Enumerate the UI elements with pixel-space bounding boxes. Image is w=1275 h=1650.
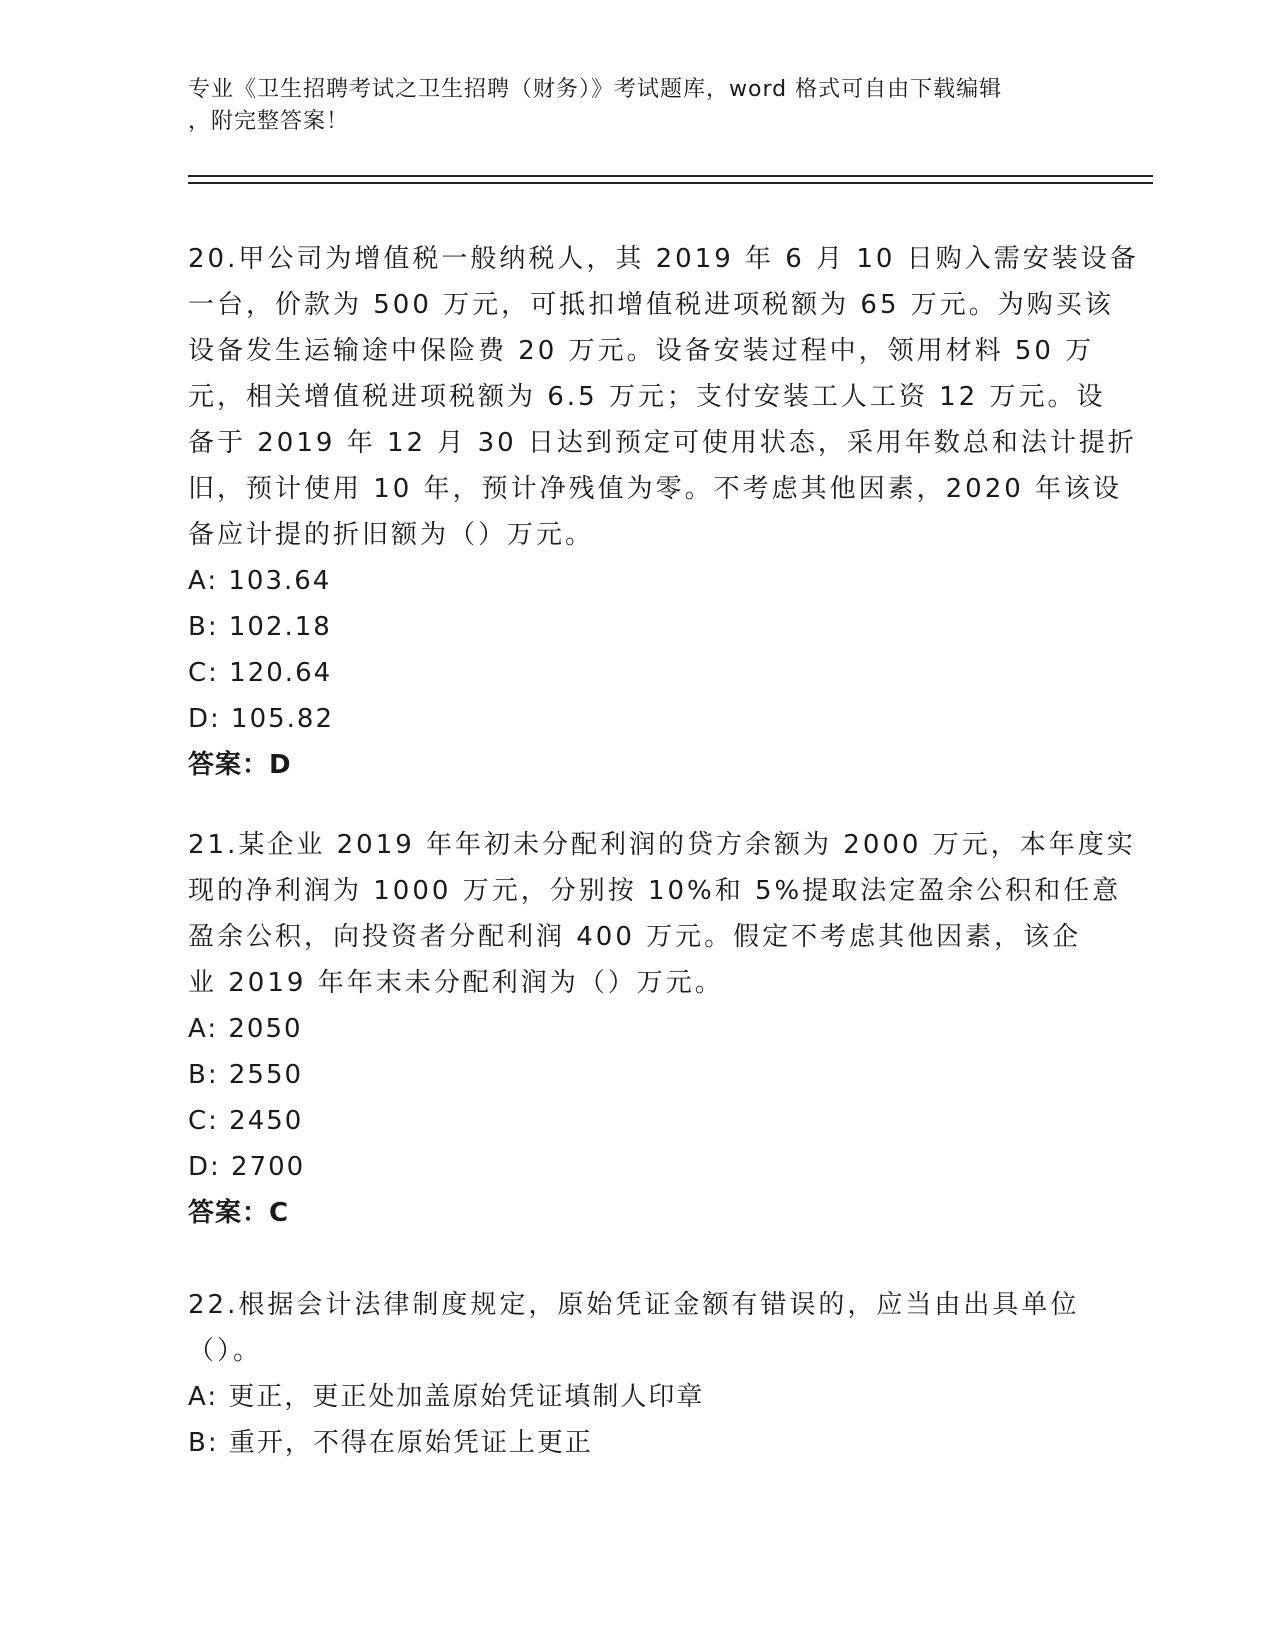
question-text-line: 旧，预计使用 10 年，预计净残值为零。不考虑其他因素，2020 年该设 [188,474,1123,504]
question-text-line: 备应计提的折旧额为（）万元。 [188,520,595,550]
question-text-line: 元，相关增值税进项税额为 6.5 万元；支付安装工人工资 12 万元。设 [188,382,1106,412]
question-text-line: 现的净利润为 1000 万元，分别按 10%和 5%提取法定盈余公积和任意 [188,876,1122,906]
question-text-line: 盈余公积，向投资者分配利润 400 万元。假定不考虑其他因素，该企 [188,922,1082,952]
option-b: B: 102.18 [188,612,332,642]
option-a: A: 更正，更正处加盖原始凭证填制人印章 [188,1382,705,1412]
option-a: A: 103.64 [188,566,332,596]
answer-label: 答案：D [188,750,292,780]
answer-label: 答案：C [188,1198,290,1228]
question-text-line: 20.甲公司为增值税一般纳税人，其 2019 年 6 月 10 日购入需安装设备 [188,244,1139,274]
question-text-line: 一台，价款为 500 万元，可抵扣增值税进项税额为 65 万元。为购买该 [188,290,1114,320]
question-text-line: （）。 [188,1336,263,1366]
question-text-line: 22.根据会计法律制度规定，原始凭证金额有错误的，应当由出具单位 [188,1290,1080,1320]
header-divider-top [188,175,1153,177]
question-text-line: 设备发生运输途中保险费 20 万元。设备安装过程中，领用材料 50 万 [188,336,1095,366]
question-22 [188,1282,1088,1466]
option-d: D: 2700 [188,1152,306,1182]
option-d: D: 105.82 [188,704,335,734]
question-21 [188,822,1136,1236]
question-text-line: 业 2019 年年末未分配利润为（）万元。 [188,968,724,998]
header-divider-bottom [188,182,1153,184]
question-text-line: 备于 2019 年 12 月 30 日达到预定可使用状态，采用年数总和法计提折 [188,428,1137,458]
option-c: C: 2450 [188,1106,304,1136]
header-line-1: 专业《卫生招聘考试之卫生招聘（财务）》考试题库，word 格式可自由下载编辑 [188,77,1003,102]
option-a: A: 2050 [188,1014,303,1044]
option-b: B: 重开，不得在原始凭证上更正 [188,1428,593,1458]
document-header [188,74,1088,138]
question-20 [188,236,1139,788]
header-line-2: ，附完整答案！ [188,109,350,134]
option-c: C: 120.64 [188,658,333,688]
option-b: B: 2550 [188,1060,304,1090]
question-text-line: 21.某企业 2019 年年初未分配利润的贷方余额为 2000 万元，本年度实 [188,830,1136,860]
